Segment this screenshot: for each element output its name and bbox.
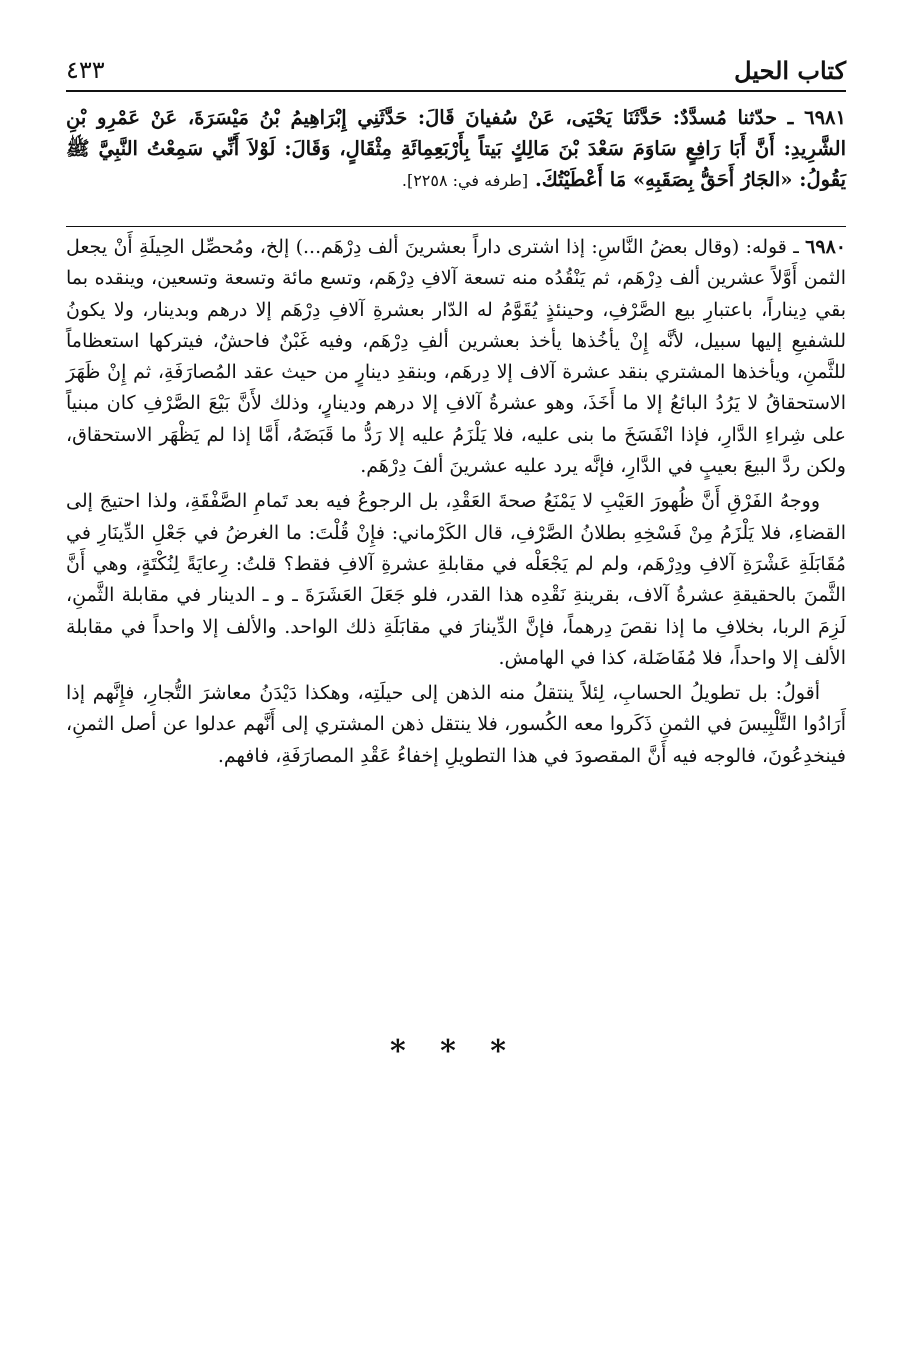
- commentary-text-1: ـ قوله: (وقال بعضُ النَّاسِ: إذا اشترى داراً بعشرينَ ألف دِرْهَم...) إلخ، ومُحصِّل الحِيلَةِ أَنْ يجعل الثمن أَوَّلاً عشرين ألف دِرْهَم، ثم يَنْقُدُه منه تسعة آلافِ دِرْهَم، وتسع مائة وتسعة وتسعين، وينقده بما بقي دِيناراً، باعتبارِ بيع الصَّرْفِ، وحينئذٍ يُقَوَّمُ له الدّار بعشرةِ آلافِ دِرْهَم إلا درهم وبدينار، ولا يكونُ للشفيعِ إليها سبيل، لأنَّه إِنْ يأخُذها يأخذ بعشرين ألفِ دِرْهَم، وفيه غَبْنٌ فاحشٌ، فيتركها استعظاماً للثَّمنِ، ويأخذها المشتري بنقد عشرة آلاف إلا دِرهَم، وبنقدِ دينارٍ من حيث عقد المُصارَفَةِ، ثم إِنْ ظَهَرَ الاستحقاقُ لا يَرُدُ البائعُ إلا ما أَخَذَ، وهو عشرةُ آلافِ إلا درهم ودينارٍ، وذلك لأَنَّ بَيْعَ الصَّرْفِ كان مبنياً على شِراءِ الدَّارِ، فإذا انْفَسَخَ ما بنى عليه، فلا يَلْزَمُ عليه إلا رَدُّ ما قَبَضَهُ، أَمَّا إذا لم يَظْهَر الاستحقاق، ولكن ردَّ البيعَ بعيبٍ في الدَّارِ، فإنَّه يرد عليه عشرينَ ألفَ دِرْهَم.: [66, 236, 846, 478]
- commentary-block: [66, 232, 846, 772]
- page-number: ٤٣٣: [66, 56, 105, 84]
- hadith-cross-reference: [طرفه في: ٢٢٥٨].: [401, 171, 529, 190]
- hadith-block: [66, 102, 846, 196]
- commentary-paragraph-1: [66, 232, 846, 482]
- commentary-paragraph-3: أقولُ: بل تطويلُ الحسابِ، لِئلاً ينتقلُ منه الذهن إلى حيلَتِه، وهكذا دَيْدَنُ معاشرَ التُّجارِ، فإِنَّهم إذا أَرَادُوا التَّلْبِيسَ في الثمنِ ذَكَروا معه الكُسور، فلا ينتقل ذهن المشتري إلى أَنَّهم عدلوا عن أصل الثمنِ، فينخدِعُونَ، فالوجه فيه أَنَّ المقصودَ في هذا التطويلِ إخفاءُ عَقْدِ المصارَفَةِ، فافهم.: [66, 682, 846, 767]
- section-divider: [66, 226, 846, 227]
- hadith-number: ٦٩٨١: [804, 106, 846, 129]
- section-end-asterisks: * * *: [390, 1034, 518, 1069]
- commentary-paragraph-2: ووجهُ الفَرْقِ أَنَّ ظُهورَ العَيْبِ لا يَمْنَعُ صحةَ العَقْدِ، بل الرجوعُ فيه بعد تَمامِ الصَّفْقَةِ، ولذا احتيجَ إلى القضاءِ، فلا يَلْزَمُ مِنْ فَسْخِهِ بطلانُ الصَّرْفِ، قال الكَرْماني: فإِنْ قُلْتَ: ما الغرضُ في جَعْلِ الدِّينَارِ في مُقَابَلَةِ عَشْرَةِ آلافِ ودِرْهَم، ولم لم يَجْعَلْه في مقابلةِ عشرةِ آلافِ فقط؟ قلتُ: رِعايَةً لِنُكْتَةٍ، وهي أَنَّ الثَّمنَ بالحقيقةِ عشرةُ آلاف، بقرينةِ نَقْدِه هذا القدر، فلو جَعَلَ العَشَرَةَ ـ و ـ الدينار في مقابلة الثَّمنِ، لَزِمَ الربا، بخلافِ ما إذا نقصَ دِرهماً، فإنَّ الدِّينارَ في مقابَلَةِ ذلك الواحد. والألف إلا واحداً في مقابلة الألف إلا واحداً، فلا مُفَاضَلة، كذا في الهامش.: [66, 490, 846, 669]
- commentary-number: ٦٩٨٠: [805, 236, 846, 258]
- page-header: [66, 52, 846, 90]
- running-title: كتاب الحيل: [734, 56, 846, 85]
- header-divider: [66, 90, 846, 92]
- hadith-text: ـ حدّثنا مُسدَّدٌ: حَدَّثَنَا يَحْيَى، عَنْ سُفيانَ قَالَ: حَدَّثَنِي إِبْرَاهِيمُ بْنُ مَيْسَرَةَ، عَنْ عَمْرِو بْنِ الشَّرِيدِ: أَنَّ أَبَا رَافِعٍ سَاوَمَ سَعْدَ بْنَ مَالِكٍ بَيتاً بِأَرْبَعِمِائَةِ مِثْقَالٍ، وَقَالَ: لَوْلاَ أَنِّي سَمِعْتُ النَّبِيَّ ﷺ يَقُولُ: «الجَارُ أَحَقُّ بِصَقَبِهِ» مَا أَعْطَيْتُكَ.: [66, 106, 846, 191]
